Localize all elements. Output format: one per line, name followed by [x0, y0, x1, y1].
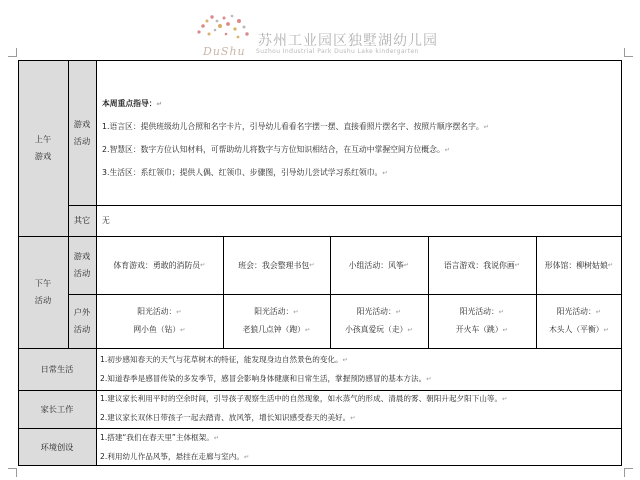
- morning-games-item-text: 1.语言区：提供班级幼儿合照和名字卡片，引导幼儿看看名字摆一摆、直接看照片摆名字、按照片顺序摆名字。: [102, 122, 484, 131]
- environment-item-text: 2.利用幼儿作品风筝，悬挂在走廊与室内。: [100, 452, 244, 461]
- environment-label-text: 环境创设: [40, 441, 74, 452]
- outdoor-game: [133, 321, 185, 339]
- afternoon-game-cell: [330, 236, 428, 294]
- afternoon-game-text: 小组活动：风筝: [348, 260, 404, 270]
- paragraph-mark-icon: ↵: [498, 308, 505, 316]
- table-border: [18, 390, 622, 391]
- table-border: [621, 60, 622, 466]
- paragraph-mark-icon: ↵: [180, 326, 186, 334]
- environment-item: [100, 451, 249, 463]
- outdoor-title: [254, 303, 298, 321]
- outdoor-activity-cell: [536, 294, 622, 348]
- paragraph-mark-icon: ↵: [483, 123, 490, 131]
- paragraph-mark-icon: ↵: [382, 169, 388, 177]
- outdoor-title-text: 阳光活动：: [254, 307, 294, 316]
- outdoor-game-text: 小孩真爱玩（走）: [345, 325, 408, 334]
- morning-games-item-text: 2.智慧区：数字方位认知材料，可帮助幼儿将数字与方位知识相结合，在互动中掌握空间方位概念。: [102, 145, 445, 154]
- paragraph-mark-icon: ↵: [607, 261, 614, 269]
- paragraph-mark-icon: ↵: [293, 308, 299, 316]
- morning-label-line1: 上午: [34, 134, 52, 144]
- outdoor-game: [549, 321, 609, 339]
- afternoon-game-text: 形体馆：柳树姑娘: [544, 260, 608, 270]
- parents-item-text: 2.建议家长双休日带孩子一起去踏青、放风筝，增长知识感受春天的美好。: [100, 413, 351, 422]
- paragraph-mark-icon: ↵: [156, 100, 163, 108]
- parents-work-item: [100, 412, 356, 424]
- outdoor-title: [357, 303, 401, 321]
- weekly-plan-table: [18, 60, 622, 466]
- logo-wordmark: DuShu: [203, 45, 246, 58]
- outdoor-title-text: 阳光活动：: [459, 307, 499, 316]
- morning-section-label: [18, 60, 68, 236]
- paragraph-mark-icon: ↵: [426, 375, 432, 383]
- parents-work-label: [18, 390, 96, 428]
- logo-dots-icon: [193, 12, 255, 42]
- morning-games-label-line1: 游戏: [73, 118, 91, 129]
- table-border: [223, 236, 224, 348]
- morning-games-item-text: 3.生活区：系红领巾；提供人偶、红领巾、步骤图，引导幼儿尝试学习系红领巾。: [102, 168, 383, 177]
- outdoor-game-text: 木头人（平衡）: [548, 325, 604, 334]
- afternoon-game-cell: [428, 236, 536, 294]
- school-name-chinese: 苏州工业园区独墅湖幼儿园: [258, 33, 438, 49]
- afternoon-game-cell: [96, 236, 223, 294]
- morning-games-heading-text: 本周重点指导：: [102, 99, 157, 108]
- paragraph-mark-icon: ↵: [243, 453, 250, 461]
- crop-mark-bottom-left: [8, 468, 17, 477]
- outdoor-activity-cell: [96, 294, 223, 348]
- outdoor-title: [557, 303, 601, 321]
- afternoon-game-text: 体育游戏：勇敢的消防员: [113, 260, 201, 270]
- paragraph-mark-icon: ↵: [213, 434, 220, 442]
- school-logo: [193, 12, 255, 56]
- outdoor-title-text: 阳光活动：: [356, 307, 396, 316]
- outdoor-title: [460, 303, 504, 321]
- outdoor-activity-cell: [428, 294, 536, 348]
- daily-life-label: [18, 348, 96, 390]
- outdoor-game-text: 开火车（跳）: [455, 325, 503, 334]
- afternoon-game-cell: [536, 236, 622, 294]
- table-border: [18, 465, 622, 466]
- daily-life-item: [100, 373, 432, 385]
- morning-label-line2: 游戏: [34, 151, 52, 161]
- other-label-text: 其它: [73, 215, 91, 225]
- paragraph-mark-icon: ↵: [342, 356, 349, 364]
- table-border: [330, 236, 331, 348]
- daily-life-item: [100, 354, 348, 366]
- table-border: [68, 294, 622, 295]
- table-border: [536, 236, 537, 348]
- table-border: [96, 60, 97, 466]
- paragraph-mark-icon: ↵: [502, 395, 508, 403]
- morning-games-heading: [102, 98, 618, 110]
- paragraph-mark-icon: ↵: [395, 308, 402, 316]
- table-border: [18, 60, 19, 466]
- paragraph-mark-icon: ↵: [176, 308, 182, 316]
- afternoon-game-text: 班会：我会整理书包: [238, 260, 310, 270]
- paragraph-mark-icon: ↵: [407, 326, 413, 334]
- environment-label: [18, 428, 96, 466]
- outdoor-label-line2: 活动: [73, 324, 91, 334]
- morning-games-label: [68, 60, 96, 205]
- morning-games-item: [102, 167, 618, 179]
- afternoon-label-line1: 下午: [34, 278, 52, 288]
- paragraph-mark-icon: ↵: [595, 308, 602, 316]
- page-header: [0, 0, 640, 60]
- crop-mark-bottom-right: [624, 468, 633, 477]
- outdoor-title: [137, 303, 181, 321]
- daily-life-item-text: 1.初步感知春天的天气与花草树木的特征，能发现身边自然景色的变化。: [100, 355, 343, 364]
- paragraph-mark-icon: ↵: [304, 326, 311, 334]
- daily-life-label-text: 日常生活: [40, 363, 74, 374]
- outdoor-activity-cell: [223, 294, 330, 348]
- afternoon-outdoor-label: [68, 294, 96, 348]
- paragraph-mark-icon: ↵: [444, 146, 451, 154]
- outdoor-label-line1: 户外: [73, 307, 91, 317]
- afternoon-label-line2: 活动: [34, 295, 52, 305]
- table-border: [18, 236, 622, 237]
- outdoor-activity-cell: [330, 294, 428, 348]
- morning-games-item: [102, 121, 618, 133]
- paragraph-mark-icon: ↵: [502, 326, 509, 334]
- afternoon-games-label-line1: 游戏: [73, 251, 91, 261]
- table-border: [18, 60, 622, 61]
- outdoor-game-text: 网小鱼（钻）: [133, 325, 181, 334]
- outdoor-game-text: 老狼几点钟（跑）: [242, 325, 305, 334]
- table-border: [68, 60, 69, 348]
- afternoon-games-label: [68, 236, 96, 294]
- daily-life-item-text: 2.知道春季是感冒传染的多发季节，感冒会影响身体健康和日常生活，掌握预防感冒的基本方法。: [100, 374, 427, 383]
- outdoor-game: [456, 321, 508, 339]
- paragraph-mark-icon: ↵: [603, 326, 610, 334]
- afternoon-game-cell: [223, 236, 330, 294]
- outdoor-title-text: 阳光活动：: [137, 307, 177, 316]
- paragraph-mark-icon: ↵: [309, 261, 315, 269]
- table-border: [18, 348, 622, 349]
- environment-item: [100, 432, 219, 444]
- morning-games-content: [102, 98, 618, 190]
- environment-item-text: 1.搭建“我们在春天里”主体框架。: [100, 433, 214, 442]
- table-border: [68, 205, 622, 206]
- afternoon-game-text: 语言游戏：我说你画: [443, 260, 515, 270]
- outdoor-game: [345, 321, 413, 339]
- paragraph-mark-icon: ↵: [350, 414, 356, 422]
- paragraph-mark-icon: ↵: [200, 261, 206, 269]
- afternoon-games-label-line2: 活动: [73, 268, 91, 278]
- parents-item-text: 1.建议家长利用平时的空余时间，引导孩子观察生活中的自然现象，如水蒸气的形成、清晨的雾、朝阳升起夕阳下山等。: [100, 394, 503, 403]
- morning-games-item: [102, 144, 618, 156]
- morning-other-content: [102, 215, 110, 226]
- morning-games-label-line2: 活动: [73, 135, 91, 146]
- parents-label-text: 家长工作: [40, 403, 74, 414]
- table-border: [428, 236, 429, 348]
- morning-other-label: [68, 205, 96, 236]
- outdoor-game: [243, 321, 311, 339]
- afternoon-section-label: [18, 236, 68, 348]
- outdoor-title-text: 阳光活动：: [556, 307, 596, 316]
- school-name-english: Suzhou Industrial Park Dushu Lake kindergarten: [256, 48, 419, 55]
- parents-work-item: [100, 393, 508, 405]
- paragraph-mark-icon: ↵: [514, 261, 521, 269]
- table-border: [18, 428, 622, 429]
- other-value-text: 无: [102, 216, 110, 225]
- paragraph-mark-icon: ↵: [403, 261, 410, 269]
